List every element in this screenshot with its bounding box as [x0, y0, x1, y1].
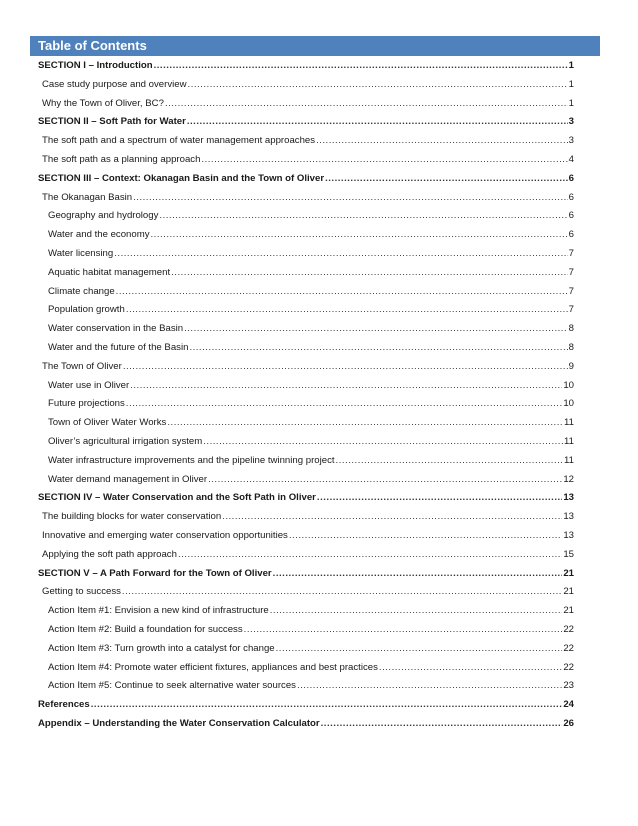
- toc-entry[interactable]: [38, 207, 574, 226]
- toc-entry-page-number: 7: [568, 285, 574, 297]
- toc-dot-leader: [317, 489, 562, 508]
- toc-dot-leader: [276, 640, 563, 659]
- toc-entry[interactable]: [38, 245, 574, 264]
- toc-dot-leader: [187, 113, 568, 132]
- toc-entry-page-number: 11: [564, 435, 574, 447]
- toc-entry-label: Town of Oliver Water Works: [48, 417, 167, 429]
- toc-entry[interactable]: [38, 151, 574, 170]
- toc-dot-leader: [189, 339, 567, 358]
- toc-dot-leader: [91, 696, 563, 715]
- toc-entry-page-number: 9: [568, 360, 574, 372]
- toc-entry-label: Applying the soft path approach: [42, 548, 177, 560]
- toc-entry-label: Getting to success: [42, 586, 121, 598]
- toc-entry-label: SECTION II – Soft Path for Water: [38, 116, 186, 128]
- toc-entry[interactable]: [38, 301, 574, 320]
- toc-list: [38, 57, 574, 734]
- toc-entry-label: SECTION V – A Path Forward for the Town of Oliver: [38, 567, 272, 579]
- toc-entry-page-number: 10: [563, 398, 574, 410]
- toc-entry[interactable]: [38, 339, 574, 358]
- toc-entry-page-number: 3: [568, 116, 574, 128]
- toc-entry-label: Oliver’s agricultural irrigation system: [48, 435, 203, 447]
- toc-dot-leader: [297, 677, 562, 696]
- toc-entry[interactable]: [38, 320, 574, 339]
- toc-entry[interactable]: [38, 696, 574, 715]
- toc-entry-page-number: 6: [568, 172, 574, 184]
- toc-entry[interactable]: [38, 264, 574, 283]
- toc-entry[interactable]: [38, 640, 574, 659]
- toc-entry-page-number: 11: [564, 417, 574, 429]
- toc-dot-leader: [222, 508, 562, 527]
- toc-entry-label: The soft path as a planning approach: [42, 153, 201, 165]
- toc-entry-label: Action Item #1: Envision a new kind of infrastructure: [48, 605, 269, 617]
- toc-entry-label: The soft path and a spectrum of water management approaches: [42, 135, 316, 147]
- toc-entry-label: Water use in Oliver: [48, 379, 130, 391]
- toc-dot-leader: [167, 414, 563, 433]
- toc-entry-page-number: 7: [568, 266, 574, 278]
- toc-dot-leader: [336, 452, 564, 471]
- toc-entry-label: SECTION IV – Water Conservation and the Soft Path in Oliver: [38, 492, 316, 504]
- toc-entry[interactable]: [38, 508, 574, 527]
- toc-entry[interactable]: [38, 226, 574, 245]
- toc-dot-leader: [316, 132, 568, 151]
- toc-entry[interactable]: [38, 659, 574, 678]
- toc-entry-page-number: 21: [563, 586, 574, 598]
- toc-entry[interactable]: [38, 527, 574, 546]
- toc-entry-page-number: 22: [563, 642, 574, 654]
- toc-dot-leader: [114, 245, 567, 264]
- toc-entry-label: Aquatic habitat management: [48, 266, 171, 278]
- toc-dot-leader: [126, 395, 563, 414]
- toc-dot-leader: [178, 546, 562, 565]
- toc-entry-page-number: 13: [563, 529, 574, 541]
- toc-dot-leader: [165, 95, 568, 114]
- toc-entry[interactable]: [38, 170, 574, 189]
- toc-entry[interactable]: [38, 76, 574, 95]
- toc-entry-page-number: 1: [568, 78, 574, 90]
- toc-entry-page-number: 24: [563, 699, 574, 711]
- toc-entry[interactable]: [38, 452, 574, 471]
- toc-entry-page-number: 7: [568, 304, 574, 316]
- toc-entry-page-number: 12: [563, 473, 574, 485]
- toc-entry-label: Water infrastructure improvements and the pipeline twinning project: [48, 454, 335, 466]
- toc-dot-leader: [184, 320, 568, 339]
- toc-dot-leader: [201, 151, 567, 170]
- toc-dot-leader: [188, 76, 568, 95]
- toc-dot-leader: [321, 715, 563, 734]
- toc-entry[interactable]: [38, 358, 574, 377]
- toc-dot-leader: [130, 377, 562, 396]
- toc-entry-label: Water and the future of the Basin: [48, 341, 189, 353]
- toc-entry[interactable]: [38, 113, 574, 132]
- toc-entry[interactable]: [38, 57, 574, 76]
- toc-entry-page-number: 11: [564, 454, 574, 466]
- toc-entry-page-number: 15: [563, 548, 574, 560]
- toc-entry-page-number: 1: [568, 60, 574, 71]
- toc-entry[interactable]: [38, 189, 574, 208]
- toc-dot-leader: [154, 57, 568, 76]
- toc-entry-label: Future projections: [48, 398, 125, 410]
- toc-entry-page-number: 23: [563, 680, 574, 692]
- toc-dot-leader: [325, 170, 568, 189]
- toc-entry-label: Why the Town of Oliver, BC?: [42, 97, 164, 109]
- toc-entry[interactable]: [38, 565, 574, 584]
- toc-dot-leader: [171, 264, 568, 283]
- toc-entry-label: Innovative and emerging water conservation opportunities: [42, 529, 288, 541]
- toc-dot-leader: [159, 207, 567, 226]
- toc-entry[interactable]: [38, 132, 574, 151]
- toc-entry-label: Population growth: [48, 304, 125, 316]
- toc-entry[interactable]: [38, 377, 574, 396]
- toc-entry[interactable]: [38, 715, 574, 734]
- toc-entry-page-number: 7: [568, 247, 574, 259]
- toc-entry[interactable]: [38, 433, 574, 452]
- toc-entry[interactable]: [38, 471, 574, 490]
- toc-entry-label: Appendix – Understanding the Water Conservation Calculator: [38, 717, 320, 729]
- toc-entry-label: Action Item #4: Promote water efficient fixtures, appliances and best practices: [48, 661, 378, 673]
- toc-dot-leader: [208, 471, 562, 490]
- toc-entry-page-number: 4: [568, 153, 574, 165]
- toc-entry-label: SECTION III – Context: Okanagan Basin and the Town of Oliver: [38, 172, 325, 184]
- toc-entry-page-number: 6: [568, 191, 574, 203]
- toc-entry[interactable]: [38, 546, 574, 565]
- toc-entry-label: Action Item #5: Continue to seek alternative water sources: [48, 680, 296, 692]
- toc-entry[interactable]: [38, 583, 574, 602]
- toc-dot-leader: [122, 583, 562, 602]
- toc-entry-label: Water licensing: [48, 247, 114, 259]
- toc-entry-label: Geography and hydrology: [48, 210, 159, 222]
- toc-entry-label: Water and the economy: [48, 229, 150, 241]
- toc-entry-page-number: 6: [568, 210, 574, 222]
- toc-dot-leader: [151, 226, 568, 245]
- toc-dot-leader: [133, 189, 568, 208]
- toc-entry[interactable]: [38, 489, 574, 508]
- toc-entry-page-number: 10: [563, 379, 574, 391]
- toc-entry-label: The Okanagan Basin: [42, 191, 133, 203]
- toc-entry-label: The Town of Oliver: [42, 360, 122, 372]
- toc-entry-page-number: 21: [563, 605, 574, 617]
- toc-entry[interactable]: [38, 395, 574, 414]
- toc-entry-label: References: [38, 699, 90, 711]
- toc-entry-page-number: 8: [568, 341, 574, 353]
- toc-dot-leader: [123, 358, 568, 377]
- toc-entry-label: Case study purpose and overview: [42, 78, 187, 90]
- toc-entry-page-number: 3: [568, 135, 574, 147]
- toc-entry-page-number: 8: [568, 323, 574, 335]
- toc-entry[interactable]: [38, 95, 574, 114]
- toc-entry-page-number: 21: [563, 567, 574, 579]
- toc-entry[interactable]: [38, 677, 574, 696]
- toc-entry-label: Climate change: [48, 285, 115, 297]
- toc-entry-page-number: 22: [563, 623, 574, 635]
- toc-entry-page-number: 22: [563, 661, 574, 673]
- toc-dot-leader: [203, 433, 563, 452]
- toc-entry-label: Action Item #2: Build a foundation for success: [48, 623, 243, 635]
- toc-dot-leader: [244, 621, 563, 640]
- toc-dot-leader: [126, 301, 568, 320]
- toc-entry[interactable]: [38, 621, 574, 640]
- toc-entry-label: Water conservation in the Basin: [48, 323, 184, 335]
- toc-entry-page-number: 13: [563, 492, 574, 504]
- toc-dot-leader: [273, 565, 563, 584]
- toc-entry-page-number: 13: [563, 511, 574, 523]
- toc-entry-page-number: 26: [563, 717, 574, 729]
- toc-entry[interactable]: [38, 414, 574, 433]
- toc-entry-page-number: 6: [568, 229, 574, 241]
- toc-entry-label: Water demand management in Oliver: [48, 473, 208, 485]
- toc-entry-label: The building blocks for water conservation: [42, 511, 222, 523]
- toc-header: Table of Contents: [30, 36, 600, 56]
- toc-entry[interactable]: [38, 283, 574, 302]
- toc-entry[interactable]: [38, 602, 574, 621]
- toc-entry-label: SECTION I – Introduction: [38, 60, 153, 71]
- toc-dot-leader: [270, 602, 563, 621]
- toc-dot-leader: [379, 659, 562, 678]
- toc-dot-leader: [289, 527, 562, 546]
- toc-entry-page-number: 1: [568, 97, 574, 109]
- toc-dot-leader: [116, 283, 568, 302]
- toc-entry-label: Action Item #3: Turn growth into a catalyst for change: [48, 642, 275, 654]
